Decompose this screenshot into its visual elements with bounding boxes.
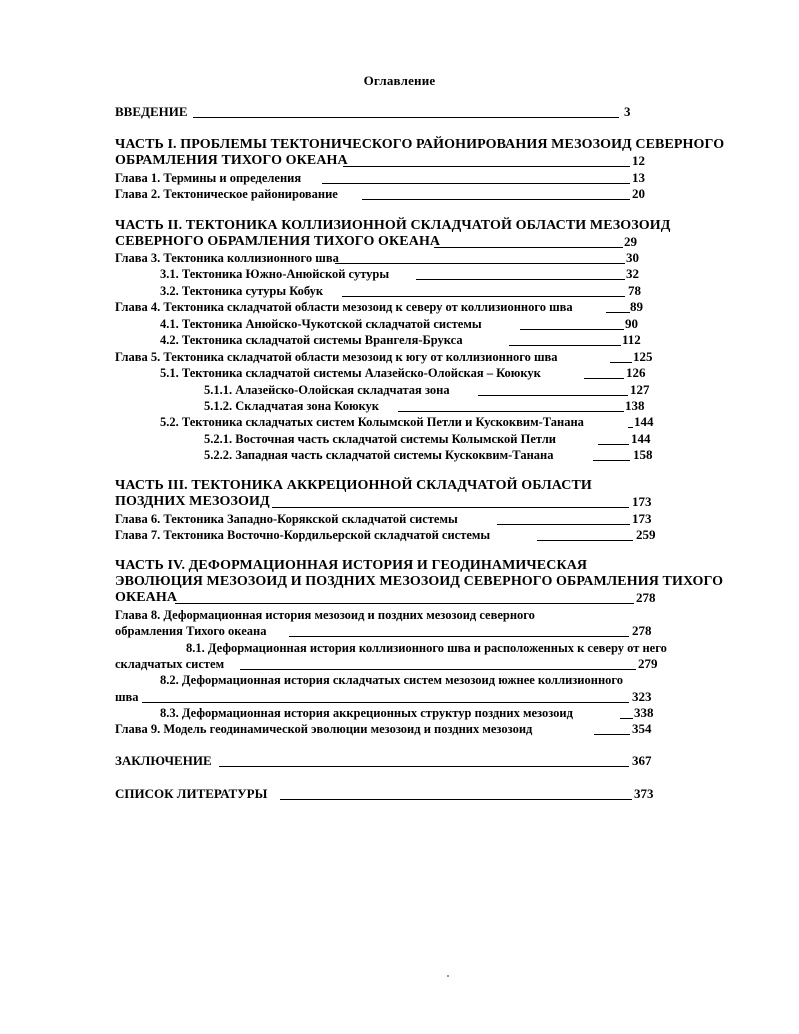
leader-line	[335, 263, 625, 264]
toc-part-2-cont[interactable]: СЕВЕРНОГО ОБРАМЛЕНИЯ ТИХОГО ОКЕАНА	[115, 234, 441, 249]
toc-page: 278	[636, 590, 656, 605]
toc-section-5-2-2[interactable]: 5.2.2. Западная часть складчатой системы Кускоквим-Танана	[204, 448, 554, 462]
toc-section-8-1-cont[interactable]: складчатых систем	[115, 657, 225, 671]
toc-page: 278	[632, 623, 652, 638]
toc-part-4[interactable]: ЧАСТЬ IV. ДЕФОРМАЦИОННАЯ ИСТОРИЯ И ГЕОДИНАМИЧЕСКАЯ	[115, 558, 588, 573]
toc-page: 13	[632, 170, 645, 185]
leader-line	[219, 766, 629, 767]
toc-page: 32	[626, 266, 639, 281]
leader-line	[343, 166, 630, 167]
toc-page: 144	[631, 431, 651, 446]
toc-section-8-3[interactable]: 8.3. Деформационная история аккреционных структур поздних мезозоид	[160, 706, 573, 720]
toc-chapter-4[interactable]: Глава 4. Тектоника складчатой области мезозоид к северу от коллизионного шва	[115, 300, 573, 314]
leader-line	[434, 247, 623, 248]
toc-section-5-1-1[interactable]: 5.1.1. Алазейско-Олойская складчатая зона	[204, 383, 450, 397]
toc-references[interactable]: СПИСОК ЛИТЕРАТУРЫ	[115, 786, 268, 801]
toc-chapter-8-cont[interactable]: обрамления Тихого океана	[115, 624, 267, 638]
leader-line	[272, 507, 629, 508]
toc-part-4-cont-1[interactable]: ЭВОЛЮЦИЯ МЕЗОЗОИД И ПОЗДНИХ МЕЗОЗОИД СЕВЕРНОГО ОБРАМЛЕНИЯ ТИХОГО	[115, 574, 724, 589]
leader-line	[193, 117, 619, 118]
leader-line	[478, 395, 628, 396]
leader-line	[362, 199, 630, 200]
toc-conclusion[interactable]: ЗАКЛЮЧЕНИЕ	[115, 753, 212, 768]
toc-page: 112	[622, 332, 641, 347]
leader-line	[598, 444, 629, 445]
toc-section-5-2[interactable]: 5.2. Тектоника складчатых систем Колымской Петли и Кускоквим-Танана	[160, 415, 584, 429]
toc-page: 78	[628, 283, 641, 298]
toc-page: 12	[632, 153, 645, 168]
toc-chapter-9[interactable]: Глава 9. Модель геодинамической эволюции мезозоид и поздних мезозоид	[115, 722, 533, 736]
toc-page: 90	[625, 316, 638, 331]
leader-line	[497, 524, 630, 525]
scan-speck	[447, 975, 449, 977]
leader-line	[606, 312, 630, 313]
leader-line	[509, 345, 621, 346]
toc-part-1[interactable]: ЧАСТЬ I. ПРОБЛЕМЫ ТЕКТОНИЧЕСКОГО РАЙОНИРОВАНИЯ МЕЗОЗОИД СЕВЕРНОГО	[115, 137, 725, 152]
toc-chapter-7[interactable]: Глава 7. Тектоника Восточно-Кордильерской складчатой системы	[115, 528, 491, 542]
toc-chapter-5[interactable]: Глава 5. Тектоника складчатой области мезозоид к югу от коллизионного шва	[115, 350, 558, 364]
leader-line	[593, 460, 630, 461]
leader-line	[280, 799, 632, 800]
toc-page: 126	[626, 365, 646, 380]
leader-line	[520, 329, 624, 330]
leader-line	[240, 669, 636, 670]
toc-part-1-cont[interactable]: ОБРАМЛЕНИЯ ТИХОГО ОКЕАНА	[115, 153, 348, 168]
leader-line	[594, 734, 630, 735]
toc-section-3-1[interactable]: 3.1. Тектоника Южно-Анюйской сутуры	[160, 267, 390, 281]
leader-line	[322, 183, 630, 184]
toc-page: 138	[625, 398, 645, 413]
toc-page: 367	[632, 753, 652, 768]
toc-page: 30	[626, 250, 639, 265]
toc-chapter-2[interactable]: Глава 2. Тектоническое районирование	[115, 187, 338, 201]
leader-line	[416, 279, 625, 280]
toc-page: 144	[634, 414, 654, 429]
toc-page: 29	[624, 234, 637, 249]
toc-page: 323	[632, 689, 652, 704]
toc-chapter-1[interactable]: Глава 1. Термины и определения	[115, 171, 302, 185]
toc-page: 279	[638, 656, 658, 671]
toc-intro[interactable]: ВВЕДЕНИЕ	[115, 104, 188, 119]
leader-line	[537, 540, 633, 541]
toc-section-5-1-2[interactable]: 5.1.2. Складчатая зона Коюкук	[204, 399, 379, 413]
toc-page: 3	[624, 104, 631, 119]
toc-part-3-cont[interactable]: ПОЗДНИХ МЕЗОЗОИД	[115, 494, 270, 509]
toc-chapter-6[interactable]: Глава 6. Тектоника Западно-Корякской складчатой системы	[115, 512, 458, 526]
toc-part-4-cont-2[interactable]: ОКЕАНА	[115, 590, 178, 605]
leader-line	[628, 427, 633, 428]
toc-section-8-2[interactable]: 8.2. Деформационная история складчатых систем мезозоид южнее коллизионного	[160, 673, 624, 687]
leader-line	[142, 702, 629, 703]
toc-section-5-2-1[interactable]: 5.2.1. Восточная часть складчатой системы Колымской Петли	[204, 432, 556, 446]
toc-section-3-2[interactable]: 3.2. Тектоника сутуры Кобук	[160, 284, 324, 298]
toc-page: 338	[634, 705, 654, 720]
toc-page: 127	[630, 382, 650, 397]
toc-page: 158	[633, 447, 653, 462]
leader-line	[289, 636, 629, 637]
leader-line	[342, 296, 625, 297]
page-title: Оглавление	[363, 73, 436, 88]
toc-part-2[interactable]: ЧАСТЬ II. ТЕКТОНИКА КОЛЛИЗИОННОЙ СКЛАДЧАТОЙ ОБЛАСТИ МЕЗОЗОИД	[115, 218, 671, 233]
toc-page: 125	[633, 349, 653, 364]
toc-page: 259	[636, 527, 656, 542]
toc-page: 89	[630, 299, 643, 314]
toc-section-4-2[interactable]: 4.2. Тектоника складчатой системы Врангеля-Брукса	[160, 333, 463, 347]
toc-page: 354	[632, 721, 652, 736]
toc-chapter-3[interactable]: Глава 3. Тектоника коллизионного шва	[115, 251, 339, 265]
leader-line	[620, 718, 633, 719]
toc-section-8-1[interactable]: 8.1. Деформационная история коллизионного шва и расположенных к северу от него	[186, 641, 667, 655]
leader-line	[584, 378, 624, 379]
toc-page: 173	[632, 511, 652, 526]
leader-line	[610, 362, 632, 363]
toc-section-5-1[interactable]: 5.1. Тектоника складчатой системы Алазейско-Олойская – Коюкук	[160, 366, 541, 380]
leader-line	[398, 411, 624, 412]
leader-line	[175, 603, 634, 604]
toc-section-8-2-cont[interactable]: шва	[115, 690, 139, 704]
toc-section-4-1[interactable]: 4.1. Тектоника Анюйско-Чукотской складчатой системы	[160, 317, 482, 331]
toc-page: 173	[632, 494, 652, 509]
toc-part-3[interactable]: ЧАСТЬ III. ТЕКТОНИКА АККРЕЦИОННОЙ СКЛАДЧАТОЙ ОБЛАСТИ	[115, 478, 592, 493]
toc-page: 373	[634, 786, 654, 801]
toc-page: 20	[632, 186, 645, 201]
toc-chapter-8[interactable]: Глава 8. Деформационная история мезозоид и поздних мезозоид северного	[115, 608, 535, 622]
